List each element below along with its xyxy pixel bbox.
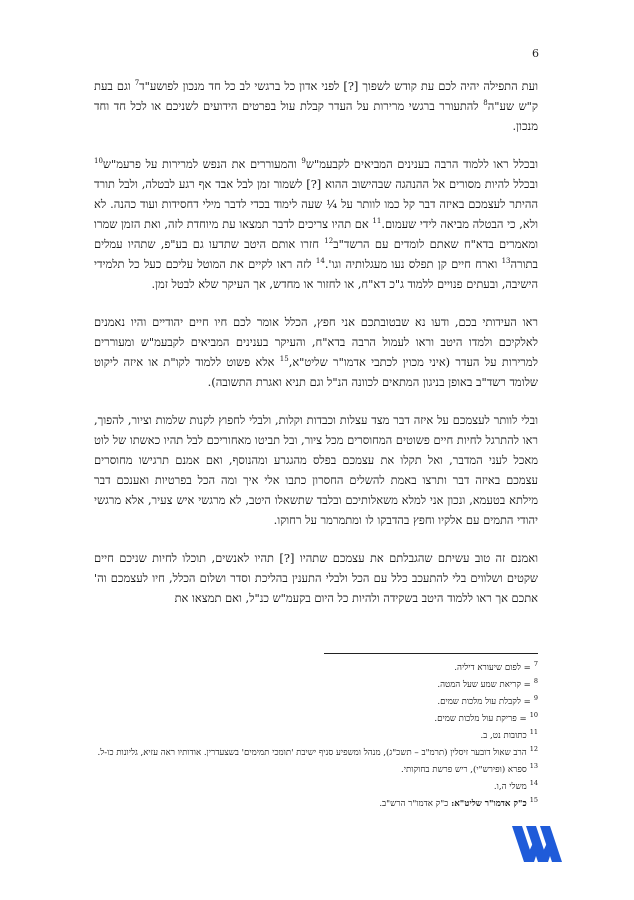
paragraph-text: חזרו אותם היטב שתדעו גם בע"פ, שתהיו עמלים בתורה	[94, 237, 538, 271]
footnote-number: 11	[529, 728, 538, 737]
footnote-text: = קריאת שמע שעל המטה.	[437, 680, 531, 690]
footnote-text: כ"ק אדמו"ר הרש"ב.	[379, 799, 452, 809]
footnote-text: משלי ה,ו.	[493, 782, 527, 792]
footnote-ref[interactable]: 13	[501, 257, 511, 266]
footnote-ref[interactable]: 8	[483, 99, 488, 108]
body-paragraph	[94, 76, 538, 136]
footnote	[94, 779, 538, 796]
footnote	[94, 796, 538, 813]
paragraph-text: וגם בעת ק"ש שע"ה	[94, 79, 538, 113]
paragraph-text: ועת התפילה יהיה לכם עת קודש לשפוך [?] לפני אדון כל ברגשי לב כל חד מנכון לפושע"ד	[139, 79, 538, 93]
footnote-ref[interactable]: 14	[315, 257, 325, 266]
footnote-ref[interactable]: 12	[324, 237, 334, 246]
footnote-ref[interactable]: 9	[301, 157, 306, 166]
footnote-ref[interactable]: 11	[372, 217, 382, 226]
footnote	[94, 711, 538, 728]
footnote	[94, 660, 538, 677]
body-paragraph	[94, 548, 538, 608]
body-paragraph	[94, 312, 538, 392]
footnote-number: 12	[529, 745, 538, 754]
paragraph-text: וארח חיים קן תפלס נעו מעגלותיה וגו'.	[324, 257, 502, 271]
publisher-logo-icon	[508, 812, 568, 872]
paragraph-text: ואמנם זה טוב עשיתם שהגבלתם את עצמכם שתהיו [?] תהיו לאנשים, תוכלו לחיות שניכם חיים שקטים ושלווים בלי להתעכב כלל עם הכל ולבלי התענין בהליכת וסדר ושלום הכלל, חיו לעצמכם וה' אתכם אך ראו ללמוד היטב בשקידה ולהיות כל היום בקעמ"ש כנ"ל, ואם תמצאו את	[94, 551, 538, 605]
paragraph-text: להתעורר ברגשי מרירות על העדר קבלת עול בפרטים הידועים לשניכם או לכל חד וחד מנכון.	[94, 99, 538, 133]
footnote-number: 14	[529, 779, 538, 788]
footnotes	[94, 660, 538, 813]
paragraph-text: לזה ראו לקיים את המוטל עליכם כעל כל תלמידי הישיבה, ובעתים פנויים ללמוד ג"כ דא"ח, או לחזור או מחדש, אך העיקר שלא לבטל זמן.	[94, 257, 538, 291]
paragraph-text: ובכלל ראו ללמוד הרבה בענינים המביאים לקבעמ"ש	[305, 157, 538, 171]
letter-body	[94, 76, 538, 626]
footnote-number: 9	[533, 694, 538, 703]
footnote	[94, 728, 538, 745]
paragraph-text: והמעוררים את הנפש למרירות על פרעמ"ש	[102, 157, 302, 171]
footnote-divider	[324, 653, 538, 654]
footnote	[94, 677, 538, 694]
footnote	[94, 745, 538, 762]
footnote-text: = לקבלת עול מלכות שמים.	[437, 697, 531, 707]
footnote-text: כתובות נט, ב.	[480, 731, 527, 741]
footnote-text: הרב שאול דובער זיסלין (תרמ"ב – תשכ"ג), מנהל ומשפיע סניף ישיבת 'תומכי תמימים' בשצעדרין. אודותיו ראה עזיא, גליונות כו-ל.	[97, 748, 527, 758]
footnote	[94, 694, 538, 711]
footnote-ref[interactable]: 15	[279, 355, 289, 364]
page-number: 6	[532, 47, 539, 60]
paragraph-text: ובכלל להיות מסורים אל ההנהגה שבהישוב ההוא [?] לשמור זמן לבל אבד אף רגע לבטלה, ולבל תורד ההיתר לעצמכם באיזה דבר קל כמו לוותר על ¼ שעה לימוד בכדי לדבר מילי דחסידות ועוד כהנה. לא ולא, כי הבטלה מביאה לידי שעמום.	[94, 177, 538, 231]
footnote-number: 8	[533, 677, 538, 686]
paragraph-text: אם תהיו צריכים לדבר תמצאו עת מיוחדת לזה, ואת הזמן שמרו ומאמרים בדא"ח שאתם לומדים עם הרשד"ב	[94, 217, 538, 251]
footnote-number: 7	[533, 660, 538, 669]
footnote-bold-text: כ"ק אדמו"ר שליט"א:	[451, 799, 527, 809]
footnote	[94, 762, 538, 779]
paragraph-text: ראו העידותי בכם, ודעו נא שבטובתכם אני חפץ, הכלל אומר לכם חיו חיים יהודיים והיו נאמנים לאלקיכם ולמדו היטב וראו לעמול הרבה בדא"ח, והעיקר בענינים המביאים לקבעמ"ש ומעוררים למרירות על העדר (איני מכוין לכתבי אדמו"ר שליט"א,	[94, 315, 538, 369]
footnote-text: = לפום שיעורא דיליה.	[454, 663, 531, 673]
footnote-number: 10	[529, 711, 538, 720]
body-paragraph	[94, 154, 538, 294]
footnote-text: ספרא (ופירש"י), ריש פרשת בחוקותי.	[401, 765, 527, 775]
body-paragraph	[94, 410, 538, 530]
footnote-number: 13	[529, 762, 538, 771]
footnote-ref[interactable]: 10	[94, 157, 103, 166]
footnote-number: 15	[529, 796, 538, 805]
footnote-ref[interactable]: 7	[134, 79, 140, 88]
paragraph-text: ובלי לוותר לעצמכם על איזה דבר מצד עצלות וכבדות וקלות, ולבלי לחפוץ לקנות שלמות וציור, להפוך, ראו להתרגל לחיות חיים פשוטים המחוסרים מכל ציור, ובל תביטו מאחוריכם לבל תהיו כאשתו של לוט מאכל לעני המדבר, ואל תקלו את עצמכם בפלס מהגגרע ומהנוסף, ואם אמנם תרגישו מחוסרים עצמכם באיזה דבר ותרצו באמת להשלים החסרון כתבו אלי איך ומה הכל בפרטיות ואענכם דבר מילתא בטעמא, ונכון אני למלא משאלותיכם ובלבד שתשאלו היטב, לא מרגשי איש צעיר, אלא מרגשי יהודי התמים עם אלקיו וחפץ בהדבקו לו ומתמרמר על רחוקו.	[94, 413, 538, 527]
paragraph-text: אלא פשוט ללמוד לקו"ת או איזה ליקוט שלומד רשד"ב באופן בניגון המתאים לכוונה הנ"ל וגם תניא ואגרת התשובה).	[94, 355, 538, 389]
footnote-text: = פריקת עול מלכות שמים.	[434, 714, 527, 724]
